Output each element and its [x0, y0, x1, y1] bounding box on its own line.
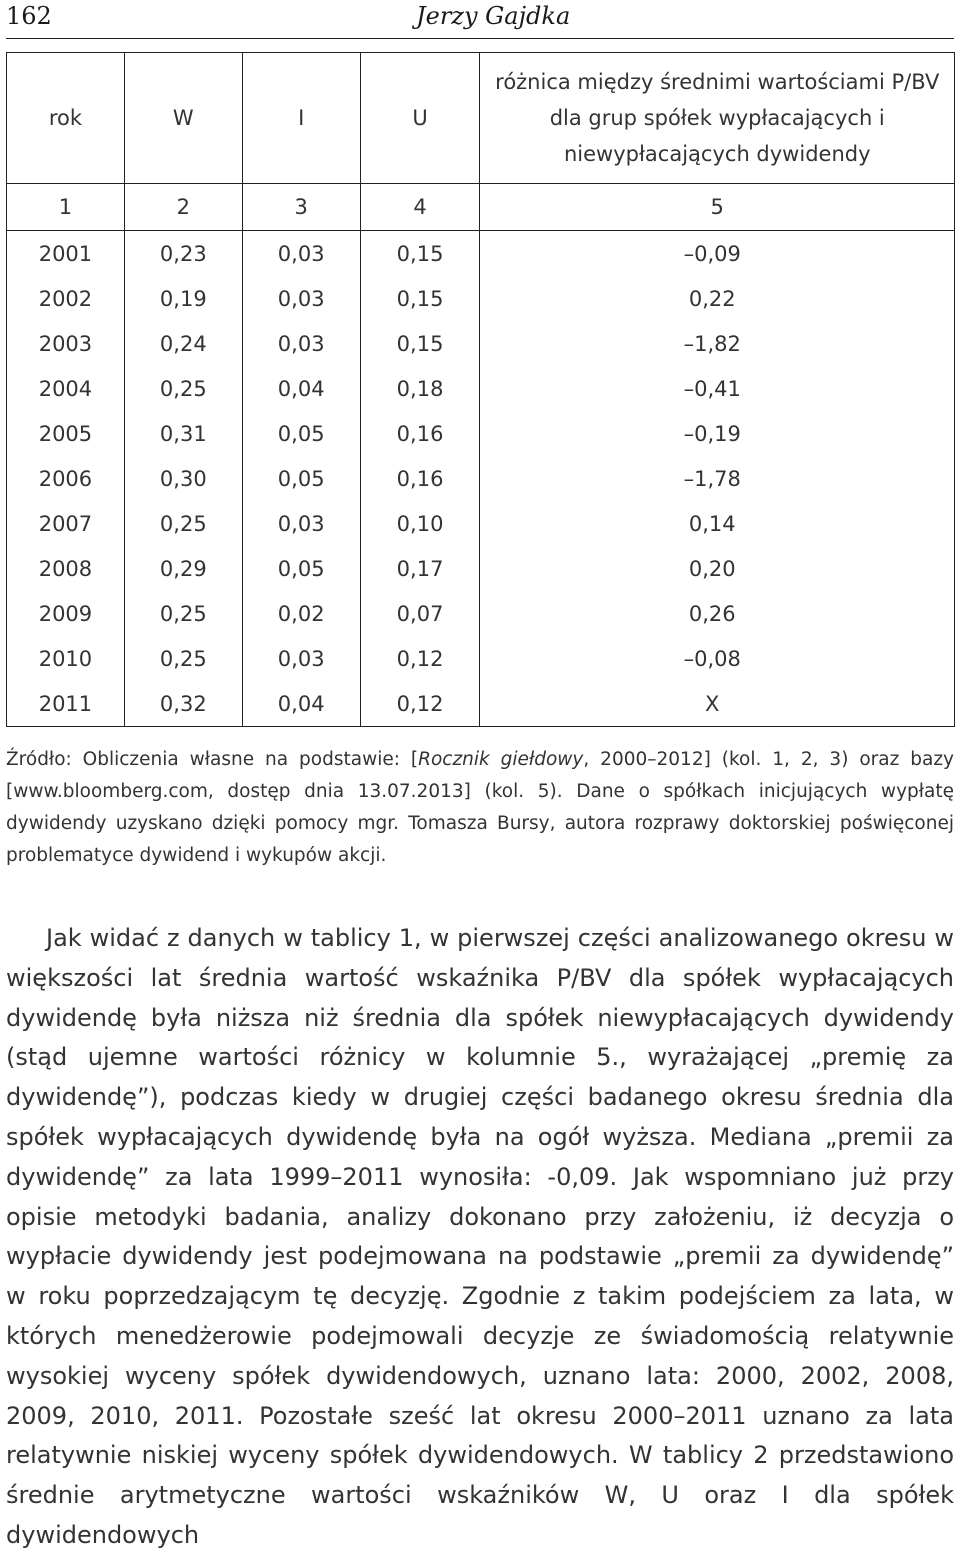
results-table	[6, 52, 955, 727]
table-header-row	[7, 53, 955, 184]
table-cell: 0,30	[124, 456, 242, 501]
table-cell: 0,31	[124, 411, 242, 456]
table-cell: 0,22	[480, 276, 955, 321]
table-row	[7, 591, 955, 636]
table-cell: 0,17	[360, 546, 480, 591]
table-row	[7, 456, 955, 501]
table-cell: 0,12	[360, 681, 480, 727]
header-cell: I	[242, 53, 360, 184]
source-note	[6, 744, 954, 872]
header-cell: różnica między średnimi wartościami P/BV dla grup spółek wypłacających i niewypłacających dywidendy	[480, 53, 955, 184]
page-number: 162	[6, 2, 52, 30]
table-cell: 0,24	[124, 321, 242, 366]
table-cell: 2005	[7, 411, 125, 456]
table-cell: 0,03	[242, 501, 360, 546]
table-cell: 0,25	[124, 501, 242, 546]
header-cell: rok	[7, 53, 125, 184]
table-cell: 2008	[7, 546, 125, 591]
table-cell: 0,03	[242, 276, 360, 321]
table-cell: –0,19	[480, 411, 955, 456]
table-cell: 0,10	[360, 501, 480, 546]
table-cell: 2004	[7, 366, 125, 411]
column-number: 5	[480, 184, 955, 231]
table-cell: 0,26	[480, 591, 955, 636]
table-cell: –1,78	[480, 456, 955, 501]
table-cell: 2003	[7, 321, 125, 366]
table-cell: 0,03	[242, 321, 360, 366]
table-row	[7, 411, 955, 456]
table-row	[7, 276, 955, 321]
table-cell: –1,82	[480, 321, 955, 366]
table-cell: 0,02	[242, 591, 360, 636]
table-cell: 0,15	[360, 231, 480, 277]
table-row	[7, 321, 955, 366]
table-cell: 0,15	[360, 276, 480, 321]
table-row	[7, 366, 955, 411]
table-cell: 0,32	[124, 681, 242, 727]
table-cell: 0,25	[124, 636, 242, 681]
table-cell: 0,23	[124, 231, 242, 277]
table-cell: 0,05	[242, 411, 360, 456]
column-number-row	[7, 184, 955, 231]
table-cell: 2007	[7, 501, 125, 546]
table-cell: –0,09	[480, 231, 955, 277]
column-number: 4	[360, 184, 480, 231]
table-cell: 0,16	[360, 456, 480, 501]
table-row	[7, 681, 955, 727]
table-cell: 0,19	[124, 276, 242, 321]
table-cell: 0,29	[124, 546, 242, 591]
source-prefix: Źródło: Obliczenia własne na podstawie: [	[6, 749, 419, 770]
running-head: Jerzy Gajdka	[416, 2, 571, 30]
table-cell: 0,07	[360, 591, 480, 636]
table-cell: –0,41	[480, 366, 955, 411]
table-cell: 0,25	[124, 366, 242, 411]
table-row	[7, 546, 955, 591]
table-cell: X	[480, 681, 955, 727]
body-paragraph: Jak widać z danych w tablicy 1, w pierwszej części analizowanego okresu w większości lat średnia wartość wskaźnika P/BV dla spółek wypłacających dywidendę była niższa niż średnia dla spółek niewypłacających dywidendy (stąd ujemne wartości różnicy w kolumnie 5., wyrażającej „premię za dywidendę”), podczas kiedy w drugiej części badanego okresu średnia dla spółek wypłacających dywidendę była na ogół wyższa. Mediana „premii za dywidendę” za lata 1999–2011 wynosiła: -0,09. Jak wspomniano już przy opisie metodyki badania, analizy dokonano przy założeniu, iż decyzja o wypłacie dywidendy jest podejmowana na podstawie „premii za dywidendę” w roku poprzedzającym tę decyzję. Zgodnie z takim podejściem za lata, w których menedżerowie podejmowali decyzje ze świadomością relatywnie wysokiej wyceny spółek dywidendowych, uznano lata: 2000, 2002, 2008, 2009, 2010, 2011. Pozostałe sześć lat okresu 2000–2011 uznano za lata relatywnie niskiej wyceny spółek dywidendowych. W tablicy 2 przedstawiono średnie arytmetyczne wartości wskaźników W, U oraz I dla spółek dywidendowych	[6, 924, 954, 1549]
table-cell: 0,25	[124, 591, 242, 636]
header-cell: W	[124, 53, 242, 184]
page-header	[6, 0, 954, 36]
source-rest: , 2000–2012] (kol. 1, 2, 3) oraz bazy [www.bloomberg.com, dostęp dnia 13.07.2013] (kol. 5). Dane o spółkach inicjujących wypłatę dywidendy uzyskano dzięki pomocy mgr. Tomasza Bursy, autora rozprawy doktorskiej poświęconej problematyce dywidend i wykupów akcji.	[6, 749, 954, 866]
table-cell: 2006	[7, 456, 125, 501]
table-cell: 0,20	[480, 546, 955, 591]
table-cell: 0,18	[360, 366, 480, 411]
column-number: 1	[7, 184, 125, 231]
table-cell: 2009	[7, 591, 125, 636]
table-cell: 0,04	[242, 681, 360, 727]
table-cell: 0,12	[360, 636, 480, 681]
table-cell: –0,08	[480, 636, 955, 681]
table-cell: 2011	[7, 681, 125, 727]
source-italic: Rocznik giełdowy	[418, 749, 584, 770]
table-row	[7, 231, 955, 277]
table-cell: 0,04	[242, 366, 360, 411]
header-cell: U	[360, 53, 480, 184]
table-body	[7, 231, 955, 727]
table-cell: 2010	[7, 636, 125, 681]
table-cell: 2001	[7, 231, 125, 277]
column-number: 2	[124, 184, 242, 231]
table-cell: 0,05	[242, 456, 360, 501]
table-cell: 0,16	[360, 411, 480, 456]
table-row	[7, 636, 955, 681]
table-cell: 2002	[7, 276, 125, 321]
table-row	[7, 501, 955, 546]
table-cell: 0,15	[360, 321, 480, 366]
table-cell: 0,03	[242, 231, 360, 277]
table-cell: 0,03	[242, 636, 360, 681]
table-cell: 0,05	[242, 546, 360, 591]
header-rule	[6, 38, 954, 39]
column-number: 3	[242, 184, 360, 231]
table-cell: 0,14	[480, 501, 955, 546]
